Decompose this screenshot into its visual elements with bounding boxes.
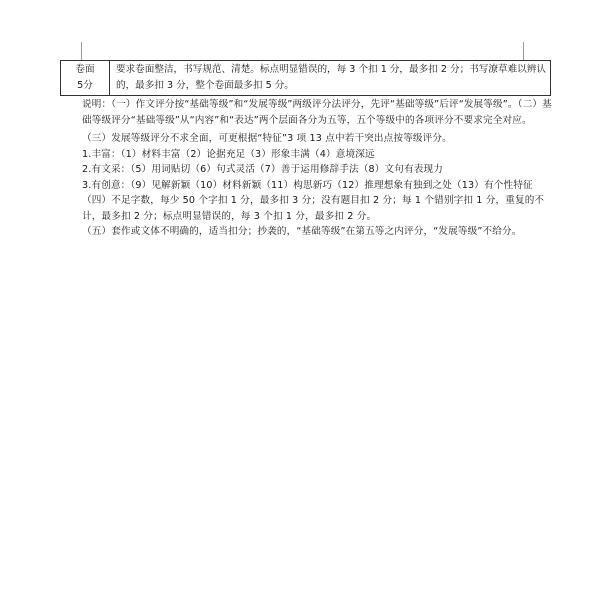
requirement-cell: 要求卷面整洁，书写规范、清楚。标点明显错误的，每 3 个扣 1 分，最多扣 2 分；书写潦草难以辨认的，最多扣 3 分，整个卷面最多扣 5 分。 [110, 61, 551, 96]
note-item-1: 1.丰富：（1）材料丰富（2）论据充足（3）形象丰满（4）意境深远 [82, 148, 375, 160]
scoring-notes [82, 97, 552, 240]
category-cell [61, 61, 110, 96]
note-explain-5: （五）套作或文体不明确的，适当扣分；抄袭的，“基础等级”在第五等之内评分，“发展等级”不给分。 [82, 226, 522, 237]
note-explain-3: （三）发展等级评分不求全面，可更根据“特征”3 项 13 点中若干突出点按等级评分。 [82, 133, 452, 144]
left-margin-marker [81, 42, 82, 60]
note-item-2: 2.有文采：（5）用词贴切（6）句式灵活（7）善于运用修辞手法（8）文句有表现力 [82, 164, 443, 175]
category-points: 5分 [77, 80, 93, 91]
table-row [61, 61, 551, 96]
note-explain-1: 说明：（一）作文评分按“基础等级”和“发展等级”两级评分法评分，先评“基础等级”后评“发展等级”。（二）基础等级评分“基础等级”从“内容”和“表达”两个层面各分为五等，五个等级中的各项评分不要求完全对应。 [82, 99, 552, 126]
right-margin-marker [523, 42, 524, 60]
scoring-table [60, 60, 551, 96]
category-name: 卷面 [75, 64, 95, 75]
note-item-3: 3.有创意：（9）见解新颖（10）材料新颖（11）构思新巧（12）推理想象有独到之处（13）有个性特征（四）不足字数，每少 50 个字扣 1 分，最多扣 3 分；没有题目扣 2 分；每 1 个错别字扣 1 分，重复的不计，最多扣 2 分；标点明显错误的，每 3 个扣 1 分，最多扣 2 分。 [82, 179, 545, 222]
